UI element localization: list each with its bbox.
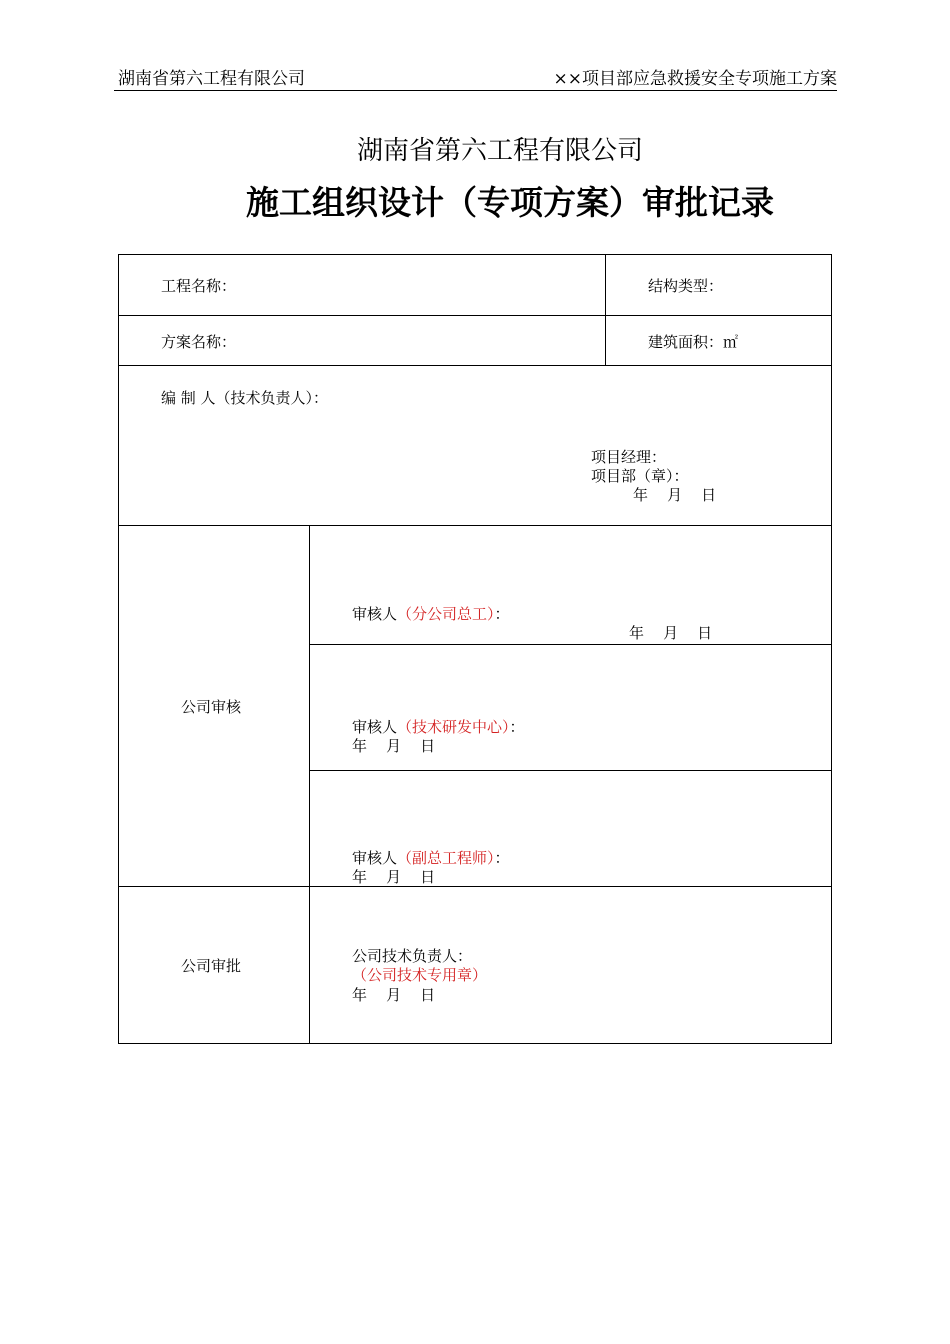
project-dept-seal-label: 项目部（章）：: [591, 467, 689, 485]
reviewer-prefix: 审核人: [352, 605, 398, 623]
reviewer-branch-date: 年 月 日: [629, 624, 713, 642]
row-divider: [119, 525, 831, 526]
reviewer-rd-role: （技术研发中心）: [397, 718, 510, 736]
header-company: 湖南省第六工程有限公司: [118, 69, 305, 89]
row-divider: [119, 315, 831, 316]
colon: ：: [494, 605, 510, 623]
compiler-label: 编 制 人（技术负责人）：: [161, 389, 329, 407]
reviewer-deputy-chief: [352, 849, 510, 868]
row-divider: [309, 644, 831, 645]
tech-seal-label: （公司技术专用章）: [352, 966, 488, 984]
colon: ：: [509, 718, 525, 736]
tech-lead-label: 公司技术负责人：: [352, 947, 473, 965]
approval-form-table: [118, 254, 832, 1044]
row-divider: [119, 886, 831, 887]
company-review-label: 公司审核: [181, 698, 242, 716]
reviewer-prefix: 审核人: [352, 849, 398, 867]
reviewer-deputy-role: （副总工程师）: [397, 849, 495, 867]
company-title: 湖南省第六工程有限公司: [356, 136, 643, 166]
row-divider: [119, 365, 831, 366]
colon: ：: [494, 849, 510, 867]
header-rule: [114, 90, 837, 91]
row-divider: [309, 770, 831, 771]
reviewer-branch: [352, 605, 510, 624]
plan-name-label: 方案名称：: [161, 333, 237, 351]
structure-type-label: 结构类型：: [648, 277, 724, 295]
reviewer-rd-date: 年 月 日: [352, 737, 436, 755]
project-name-label: 工程名称：: [161, 277, 237, 295]
reviewer-rd-center: [352, 718, 525, 737]
column-divider: [605, 255, 606, 365]
approval-date: 年 月 日: [352, 986, 436, 1004]
project-manager-label: 项目经理：: [591, 448, 667, 466]
reviewer-prefix: 审核人: [352, 718, 398, 736]
reviewer-branch-role: （分公司总工）: [397, 605, 495, 623]
building-area-label: 建筑面积：㎡: [648, 333, 739, 351]
company-approval-label: 公司审批: [181, 957, 242, 975]
header-document-title: ××项目部应急救援安全专项施工方案: [553, 69, 837, 89]
column-divider: [309, 525, 310, 1043]
page-title: 施工组织设计（专项方案）审批记录: [246, 183, 774, 222]
reviewer-deputy-date: 年 月 日: [352, 868, 436, 886]
compiler-date: 年 月 日: [633, 486, 717, 504]
